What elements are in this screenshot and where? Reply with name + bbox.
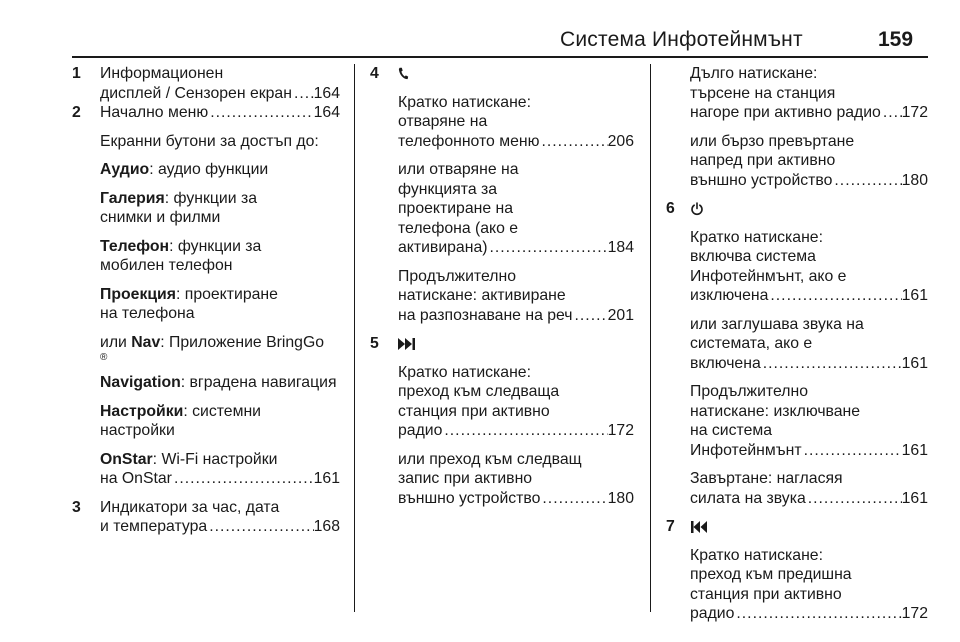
entry-7	[666, 517, 928, 624]
toc-line[interactable]: дисплей / Сензорен екран ..... 164	[100, 84, 340, 104]
page-ref: 161	[901, 441, 928, 459]
toc-line[interactable]: силата на звука ..... 161	[690, 489, 928, 509]
paragraph: Кратко натискане: преход към предишна станция при активно радио ..... 172	[690, 546, 928, 624]
page-ref: 201	[607, 306, 634, 324]
page-ref: 184	[607, 239, 634, 256]
entry-5-continued	[666, 64, 928, 190]
page-ref: 164	[313, 84, 340, 102]
page-ref: 172	[901, 104, 928, 121]
toc-line[interactable]: на разпознаване на реч ..... 201	[398, 306, 634, 326]
entry-number: 7	[666, 518, 675, 535]
power-icon	[690, 199, 928, 219]
menu-item-navigation: Navigation: вградена навигация	[100, 374, 337, 391]
header-title: Система Инфотейнмънт	[560, 28, 803, 51]
column-divider-2	[650, 64, 651, 612]
paragraph: Кратко натискане: преход към следваща станция при активно радио ..... 172	[398, 363, 634, 441]
page-ref: 180	[607, 489, 634, 507]
toc-line[interactable]: активирана) ..... 184	[398, 238, 634, 258]
column-3	[666, 64, 928, 624]
column-2	[370, 64, 634, 508]
entry-1	[72, 64, 340, 103]
column-divider-1	[354, 64, 355, 612]
page-ref: 168	[313, 518, 340, 535]
menu-item-onstar: OnStar: Wi-Fi настройки на OnStar ..... 161	[100, 450, 340, 489]
entry-text: Екранни бутони за достъп до:	[100, 132, 319, 150]
toc-line[interactable]: външно устройство ..... 180	[398, 489, 634, 509]
page-ref: 172	[901, 605, 928, 622]
entry-2	[72, 103, 340, 489]
registered-mark: ®	[100, 352, 108, 363]
menu-item-phone: Телефон: функции за мобилен телефон	[100, 237, 262, 274]
header-rule	[72, 56, 928, 58]
paragraph: Кратко натискане: включва система Инфотейнмънт, ако е изключена ..... 161	[690, 228, 928, 306]
entry-number: 2	[72, 104, 81, 121]
entry-4	[370, 64, 634, 325]
paragraph: Дълго натискане: търсене на станция нагоре при активно радио ..... 172	[690, 64, 928, 123]
toc-line[interactable]: на OnStar ..... 161	[100, 469, 340, 489]
skip-forward-icon	[398, 334, 634, 354]
entry-6	[666, 199, 928, 508]
page-ref: 161	[901, 354, 928, 372]
menu-item-projection: Проекция: проектиране на телефона	[100, 285, 278, 322]
skip-back-icon	[690, 517, 928, 537]
entry-number: 1	[72, 65, 81, 82]
paragraph: или отваряне на функцията за проектиране на телефона (ако е активирана) ..... 184	[398, 160, 634, 258]
toc-line[interactable]: радио ..... 172	[690, 604, 928, 624]
menu-item-audio: Аудио: аудио функции	[100, 161, 269, 178]
menu-item-nav: или Nav: Приложение BringGo ®	[100, 333, 340, 365]
toc-line[interactable]: и температура ..... 168	[100, 517, 340, 537]
toc-line[interactable]: Начално меню ..... 164	[100, 103, 340, 123]
page-ref: 206	[607, 132, 634, 150]
paragraph: Продължително натискане: активиране на разпознаване на реч ..... 201	[398, 267, 634, 326]
entry-number: 6	[666, 200, 675, 217]
entry-5	[370, 334, 634, 508]
menu-item-settings: Настройки: системни настройки	[100, 402, 261, 439]
entry-number: 5	[370, 335, 379, 352]
entry-3	[72, 498, 340, 537]
phone-icon	[398, 64, 634, 84]
toc-line[interactable]: нагоре при активно радио ..... 172	[690, 103, 928, 123]
toc-line[interactable]: изключена ..... 161	[690, 286, 928, 306]
entry-text: Индикатори за час, дата	[100, 498, 280, 516]
paragraph: Завъртане: нагласяя силата на звука ..... 161	[690, 469, 928, 508]
page-ref: 161	[901, 287, 928, 304]
paragraph: или преход към следващ запис при активно външно устройство ..... 180	[398, 450, 634, 509]
entry-number: 4	[370, 65, 379, 82]
entry-number: 3	[72, 498, 81, 516]
paragraph: или заглушава звука на системата, ако е включена ..... 161	[690, 315, 928, 374]
page-ref: 161	[901, 489, 928, 507]
toc-line[interactable]: радио ..... 172	[398, 421, 634, 441]
page-number: 159	[878, 28, 914, 51]
toc-line[interactable]: външно устройство ..... 180	[690, 171, 928, 191]
page-ref: 164	[313, 104, 340, 121]
toc-line[interactable]: телефонното меню ..... 206	[398, 132, 634, 152]
toc-line[interactable]: Инфотейнмънт ..... 161	[690, 441, 928, 461]
paragraph: или бързо превъртане напред при активно външно устройство ..... 180	[690, 132, 928, 191]
entry-text: Информационен	[100, 65, 224, 82]
menu-item-gallery: Галерия: функции за снимки и филми	[100, 189, 257, 226]
paragraph: Продължително натискане: изключване на система Инфотейнмънт ..... 161	[690, 382, 928, 460]
toc-line[interactable]: включена ..... 161	[690, 354, 928, 374]
column-1	[72, 64, 340, 537]
page-ref: 172	[607, 422, 634, 439]
page-ref: 161	[313, 470, 340, 487]
page-ref: 180	[901, 171, 928, 189]
paragraph: Кратко натискане: отваряне на телефонното меню ..... 206	[398, 93, 634, 152]
